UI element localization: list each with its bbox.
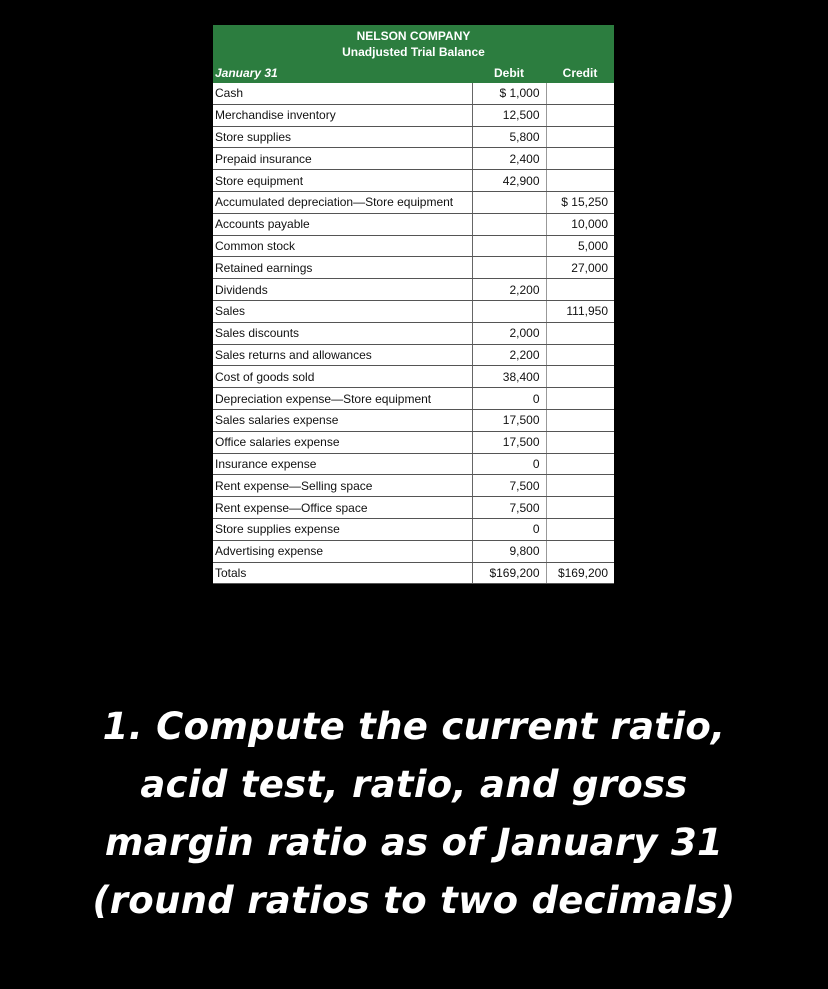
debit-cell xyxy=(472,191,546,213)
debit-cell: 17,500 xyxy=(472,431,546,453)
credit-cell xyxy=(546,431,614,453)
debit-cell xyxy=(472,235,546,257)
account-cell: Prepaid insurance xyxy=(213,148,472,170)
credit-cell xyxy=(546,104,614,126)
account-cell: Accumulated depreciation—Store equipment xyxy=(213,191,472,213)
table-row xyxy=(213,431,614,453)
table-row xyxy=(213,148,614,170)
credit-cell xyxy=(546,540,614,562)
table-row xyxy=(213,191,614,213)
account-cell: Advertising expense xyxy=(213,540,472,562)
question-text xyxy=(0,698,828,930)
debit-header: Debit xyxy=(472,63,546,83)
trial-balance-header xyxy=(213,25,614,63)
table-row xyxy=(213,562,614,584)
credit-cell xyxy=(546,409,614,431)
table-row xyxy=(213,279,614,301)
credit-cell: 5,000 xyxy=(546,235,614,257)
account-cell: Merchandise inventory xyxy=(213,104,472,126)
debit-cell: 42,900 xyxy=(472,170,546,192)
account-cell: Insurance expense xyxy=(213,453,472,475)
credit-cell xyxy=(546,279,614,301)
debit-cell: $ 1,000 xyxy=(472,83,546,104)
account-cell: Totals xyxy=(213,562,472,584)
account-cell: Sales xyxy=(213,300,472,322)
debit-cell: 38,400 xyxy=(472,366,546,388)
debit-cell: 12,500 xyxy=(472,104,546,126)
debit-cell: 7,500 xyxy=(472,475,546,497)
table-row xyxy=(213,257,614,279)
credit-cell xyxy=(546,344,614,366)
credit-cell xyxy=(546,322,614,344)
table-row xyxy=(213,344,614,366)
account-cell: Rent expense—Office space xyxy=(213,497,472,519)
company-name: NELSON COMPANY xyxy=(356,29,471,43)
account-cell: Sales discounts xyxy=(213,322,472,344)
credit-cell: $169,200 xyxy=(546,562,614,584)
question-line: (round ratios to two decimals) xyxy=(92,879,736,922)
credit-cell: $ 15,250 xyxy=(546,191,614,213)
credit-cell xyxy=(546,453,614,475)
credit-cell xyxy=(546,366,614,388)
account-cell: Cash xyxy=(213,83,472,104)
debit-cell: $169,200 xyxy=(472,562,546,584)
account-cell: Office salaries expense xyxy=(213,431,472,453)
date-label: January 31 xyxy=(213,63,472,83)
credit-cell: 10,000 xyxy=(546,213,614,235)
account-cell: Store supplies xyxy=(213,126,472,148)
debit-cell xyxy=(472,213,546,235)
column-header-row xyxy=(213,63,614,83)
table-row xyxy=(213,83,614,104)
table-row xyxy=(213,104,614,126)
table-row xyxy=(213,453,614,475)
debit-cell xyxy=(472,300,546,322)
account-cell: Depreciation expense—Store equipment xyxy=(213,388,472,410)
account-cell: Retained earnings xyxy=(213,257,472,279)
debit-cell: 0 xyxy=(472,453,546,475)
account-cell: Rent expense—Selling space xyxy=(213,475,472,497)
trial-balance-body xyxy=(213,83,614,584)
table-row xyxy=(213,300,614,322)
credit-cell xyxy=(546,388,614,410)
credit-cell xyxy=(546,475,614,497)
credit-cell: 27,000 xyxy=(546,257,614,279)
statement-title: Unadjusted Trial Balance xyxy=(342,45,485,59)
account-cell: Dividends xyxy=(213,279,472,301)
debit-cell: 5,800 xyxy=(472,126,546,148)
account-cell: Accounts payable xyxy=(213,213,472,235)
table-row xyxy=(213,497,614,519)
debit-cell: 9,800 xyxy=(472,540,546,562)
table-row xyxy=(213,475,614,497)
account-cell: Sales salaries expense xyxy=(213,409,472,431)
credit-cell xyxy=(546,83,614,104)
table-row xyxy=(213,170,614,192)
credit-cell xyxy=(546,170,614,192)
table-row xyxy=(213,388,614,410)
table-row xyxy=(213,409,614,431)
table-row xyxy=(213,518,614,540)
credit-cell xyxy=(546,518,614,540)
debit-cell: 2,200 xyxy=(472,279,546,301)
account-cell: Sales returns and allowances xyxy=(213,344,472,366)
trial-balance-table xyxy=(213,63,614,584)
table-row xyxy=(213,235,614,257)
question-line: 1. Compute the current ratio, xyxy=(102,705,726,748)
account-cell: Common stock xyxy=(213,235,472,257)
credit-header: Credit xyxy=(546,63,614,83)
table-row xyxy=(213,126,614,148)
account-cell: Cost of goods sold xyxy=(213,366,472,388)
table-row xyxy=(213,213,614,235)
debit-cell: 2,000 xyxy=(472,322,546,344)
question-line: margin ratio as of January 31 xyxy=(104,821,724,864)
debit-cell xyxy=(472,257,546,279)
debit-cell: 0 xyxy=(472,518,546,540)
credit-cell xyxy=(546,497,614,519)
debit-cell: 2,200 xyxy=(472,344,546,366)
table-row xyxy=(213,540,614,562)
trial-balance-sheet xyxy=(213,25,614,584)
debit-cell: 7,500 xyxy=(472,497,546,519)
account-cell: Store equipment xyxy=(213,170,472,192)
debit-cell: 0 xyxy=(472,388,546,410)
question-line: acid test, ratio, and gross xyxy=(140,763,688,806)
credit-cell xyxy=(546,148,614,170)
debit-cell: 2,400 xyxy=(472,148,546,170)
credit-cell xyxy=(546,126,614,148)
debit-cell: 17,500 xyxy=(472,409,546,431)
table-row xyxy=(213,322,614,344)
credit-cell: 111,950 xyxy=(546,300,614,322)
account-cell: Store supplies expense xyxy=(213,518,472,540)
table-row xyxy=(213,366,614,388)
